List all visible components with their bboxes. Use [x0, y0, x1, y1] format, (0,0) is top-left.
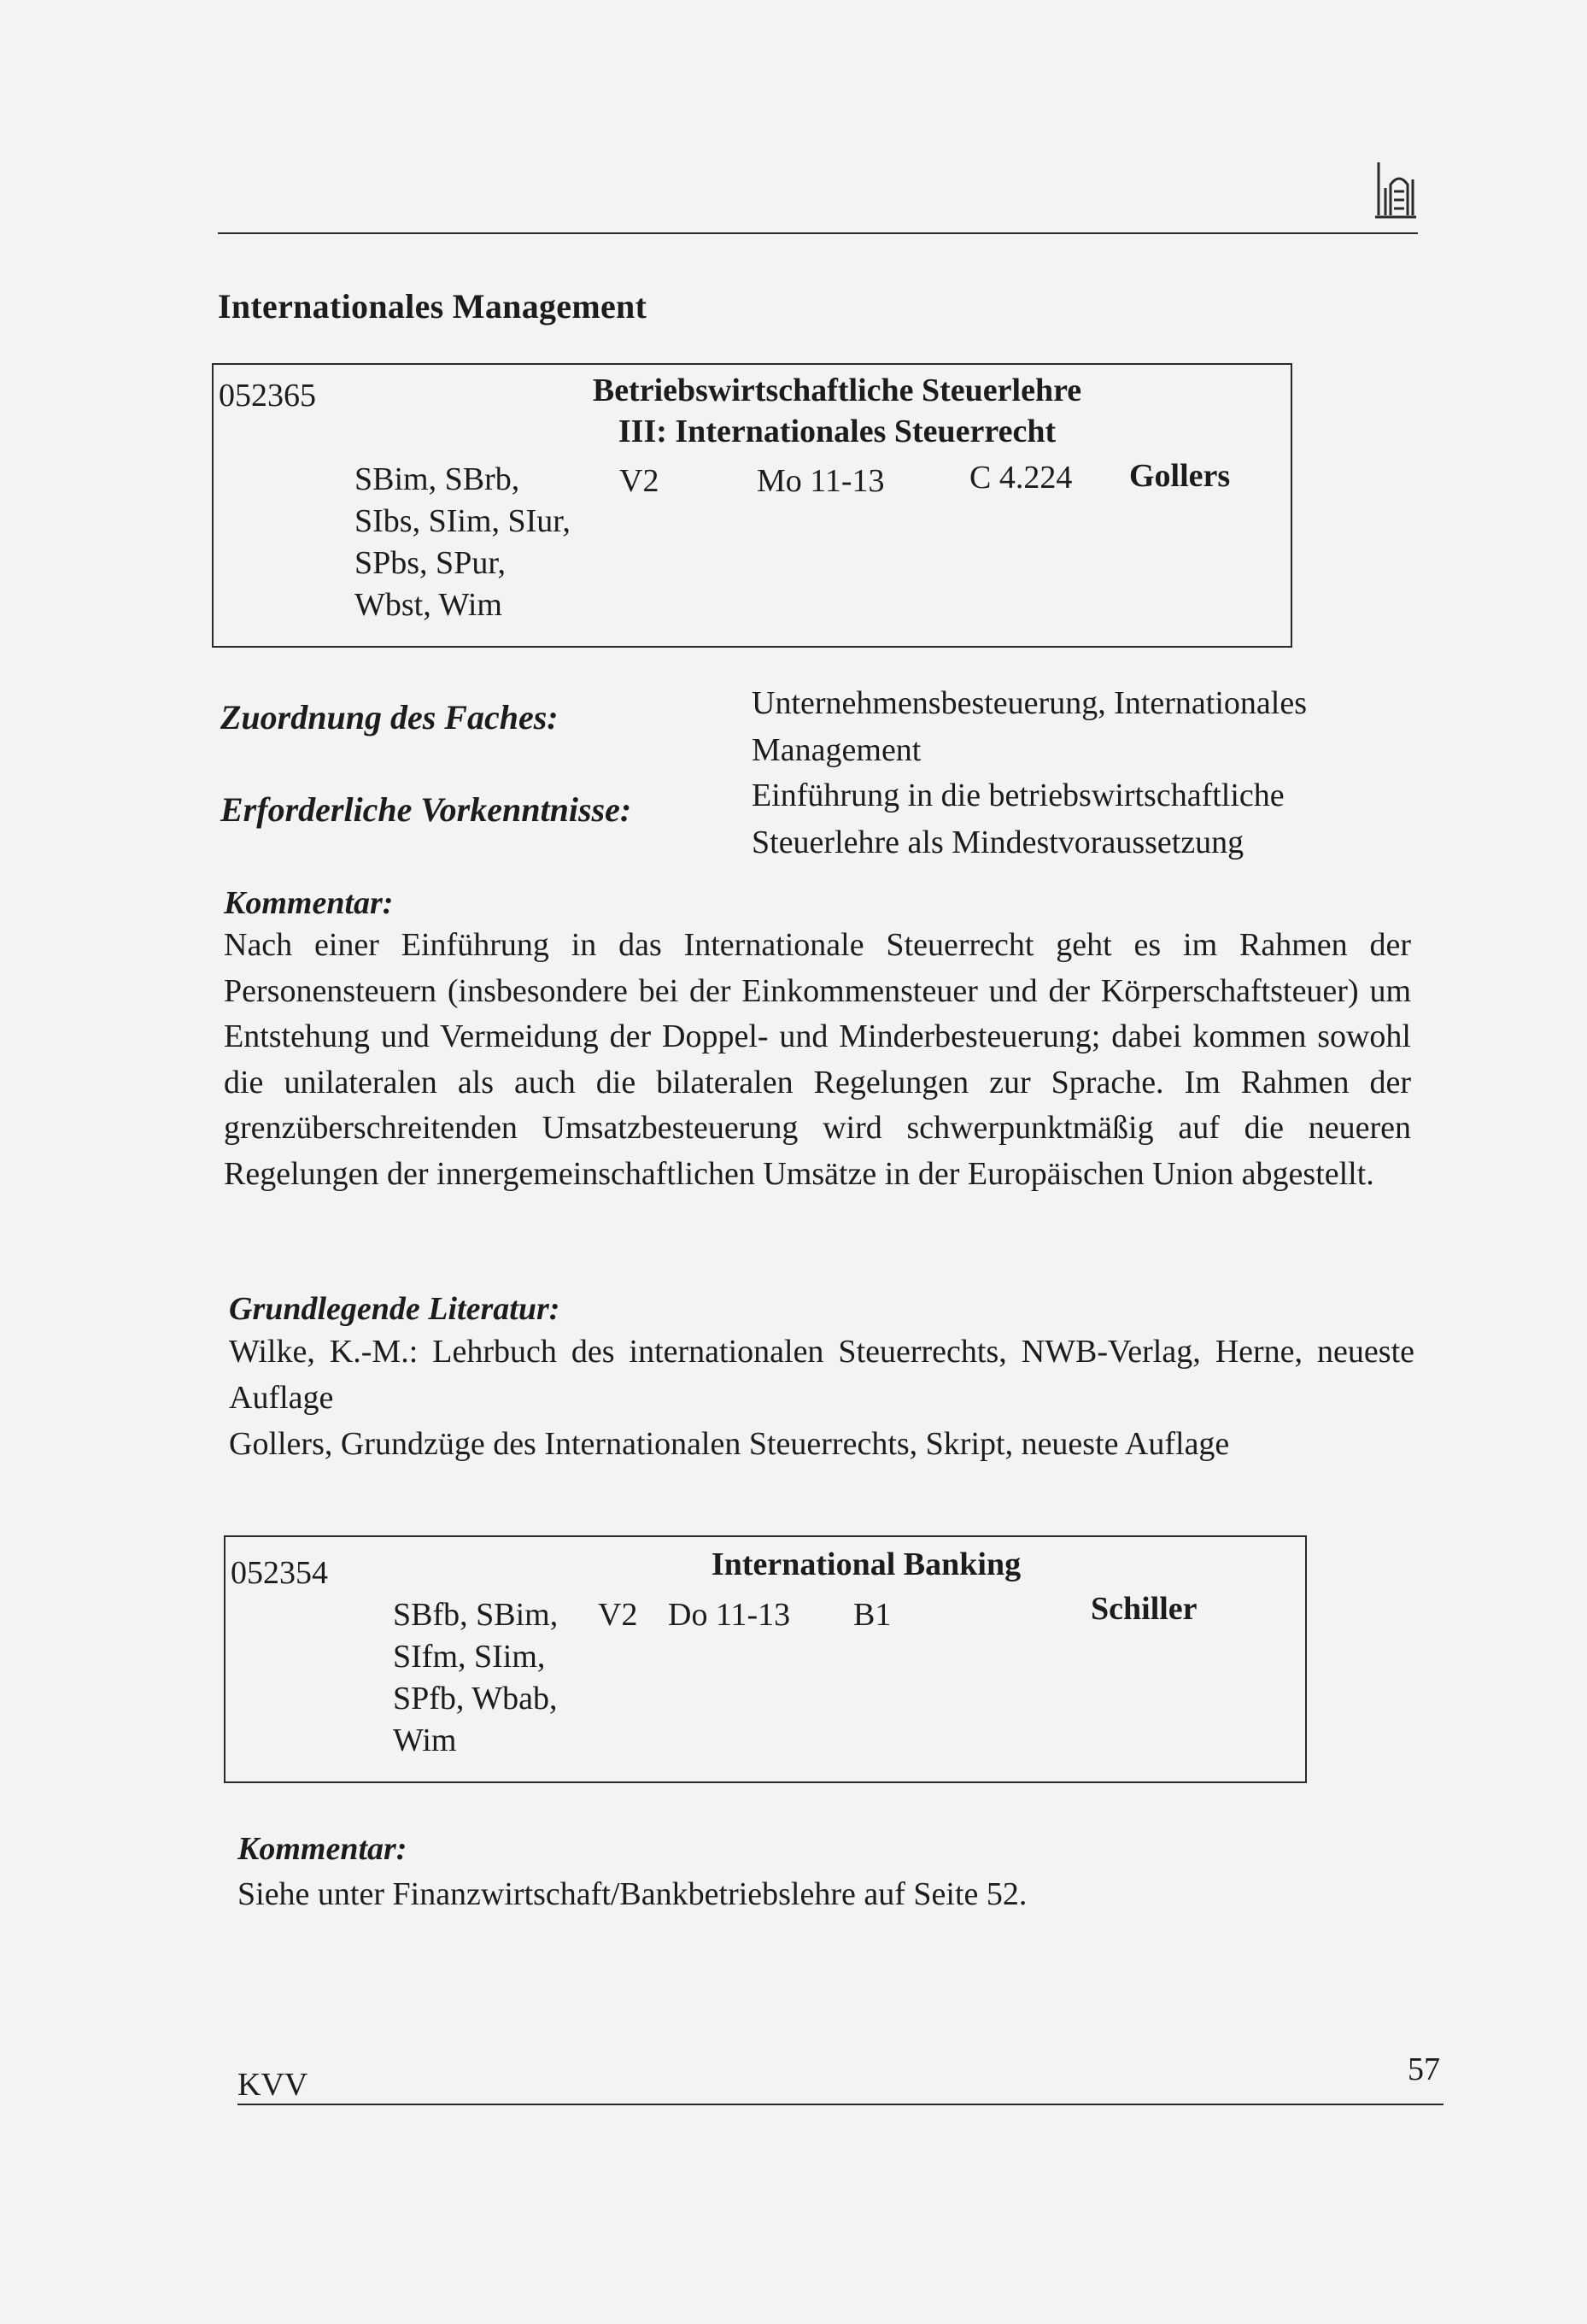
course-box: [212, 363, 1292, 648]
footer-label: KVV: [237, 2067, 308, 2103]
university-logo-icon: [1373, 154, 1418, 222]
prerequisites-value: Einführung in die betriebswirtschaftliche Steuerlehre als Mindestvoraussetzung: [752, 778, 1285, 860]
target-group-line: SIfm, SIim,: [393, 1639, 546, 1675]
target-group-line: SPbs, SPur,: [354, 545, 506, 581]
course-code: 052365: [219, 378, 316, 414]
assignment-value: Unternehmensbesteuerung, Internationales Management: [752, 685, 1307, 768]
course-lecturer: Schiller: [1091, 1591, 1198, 1627]
literature-list: [229, 1329, 1414, 1467]
target-group-line: Wbst, Wim: [354, 587, 502, 623]
target-group-line: SIbs, SIim, SIur,: [354, 503, 571, 539]
course-time: Do 11-13: [668, 1597, 791, 1633]
target-groups: [393, 1594, 558, 1762]
course-room: B1: [853, 1597, 892, 1633]
literature-item: Wilke, K.-M.: Lehrbuch des internationalen Steuerrechts, NWB-Verlag, Herne, neueste Auflage: [229, 1334, 1414, 1416]
comment-heading: Kommentar:: [224, 885, 394, 921]
course-code: 052354: [231, 1555, 328, 1591]
page-number: 57: [1408, 2051, 1440, 2087]
target-group-line: SBfb, SBim,: [393, 1597, 559, 1633]
comment-heading: Kommentar:: [237, 1831, 407, 1867]
course-type: V2: [619, 463, 659, 499]
course-title-line: Betriebswirtschaftliche Steuerlehre: [592, 373, 1082, 408]
course-time: Mo 11-13: [757, 463, 885, 499]
section-title: Internationales Management: [218, 287, 647, 326]
course-box: [224, 1535, 1307, 1783]
course-lecturer: Gollers: [1129, 458, 1231, 494]
course-title-line: III: Internationales Steuerrecht: [618, 414, 1057, 449]
course-type: V2: [598, 1597, 638, 1633]
course-title: [538, 370, 1136, 452]
target-group-line: SPfb, Wbab,: [393, 1681, 558, 1717]
assignment-label: Zuordnung des Faches:: [220, 698, 559, 737]
course-title: [567, 1544, 1165, 1585]
course-title-line: International Banking: [711, 1546, 1022, 1582]
target-group-line: SBim, SBrb,: [354, 461, 520, 497]
footer-rule: [237, 2104, 1444, 2105]
target-group-line: Wim: [393, 1722, 457, 1758]
prerequisites-label: Erforderliche Vorkenntnisse:: [220, 790, 632, 829]
literature-heading: Grundlegende Literatur:: [229, 1291, 560, 1327]
header-rule: [218, 232, 1418, 234]
comment-text: Nach einer Einführung in das Internationale Steuerrecht geht es im Rahmen der Personensteuern (insbesondere bei der Einkommensteuer und der Körperschaftsteuer) um Entstehung und Vermeidung der Doppel- und Minderbesteuerung; dabei kommen sowohl die unilateralen als auch die bilateralen Regelungen zur Sprache. Im Rahmen der grenzüberschreitenden Umsatzbesteuerung wird schwerpunktmäßig auf die neueren Regelungen der innergemeinschaftlichen Umsätze in der Europäischen Union abgestellt.: [224, 927, 1411, 1192]
course-room: C 4.224: [969, 460, 1073, 496]
literature-item: Gollers, Grundzüge des Internationalen Steuerrechts, Skript, neueste Auflage: [229, 1426, 1230, 1462]
target-groups: [354, 459, 571, 626]
comment-text: Siehe unter Finanzwirtschaft/Bankbetriebslehre auf Seite 52.: [237, 1876, 1028, 1912]
